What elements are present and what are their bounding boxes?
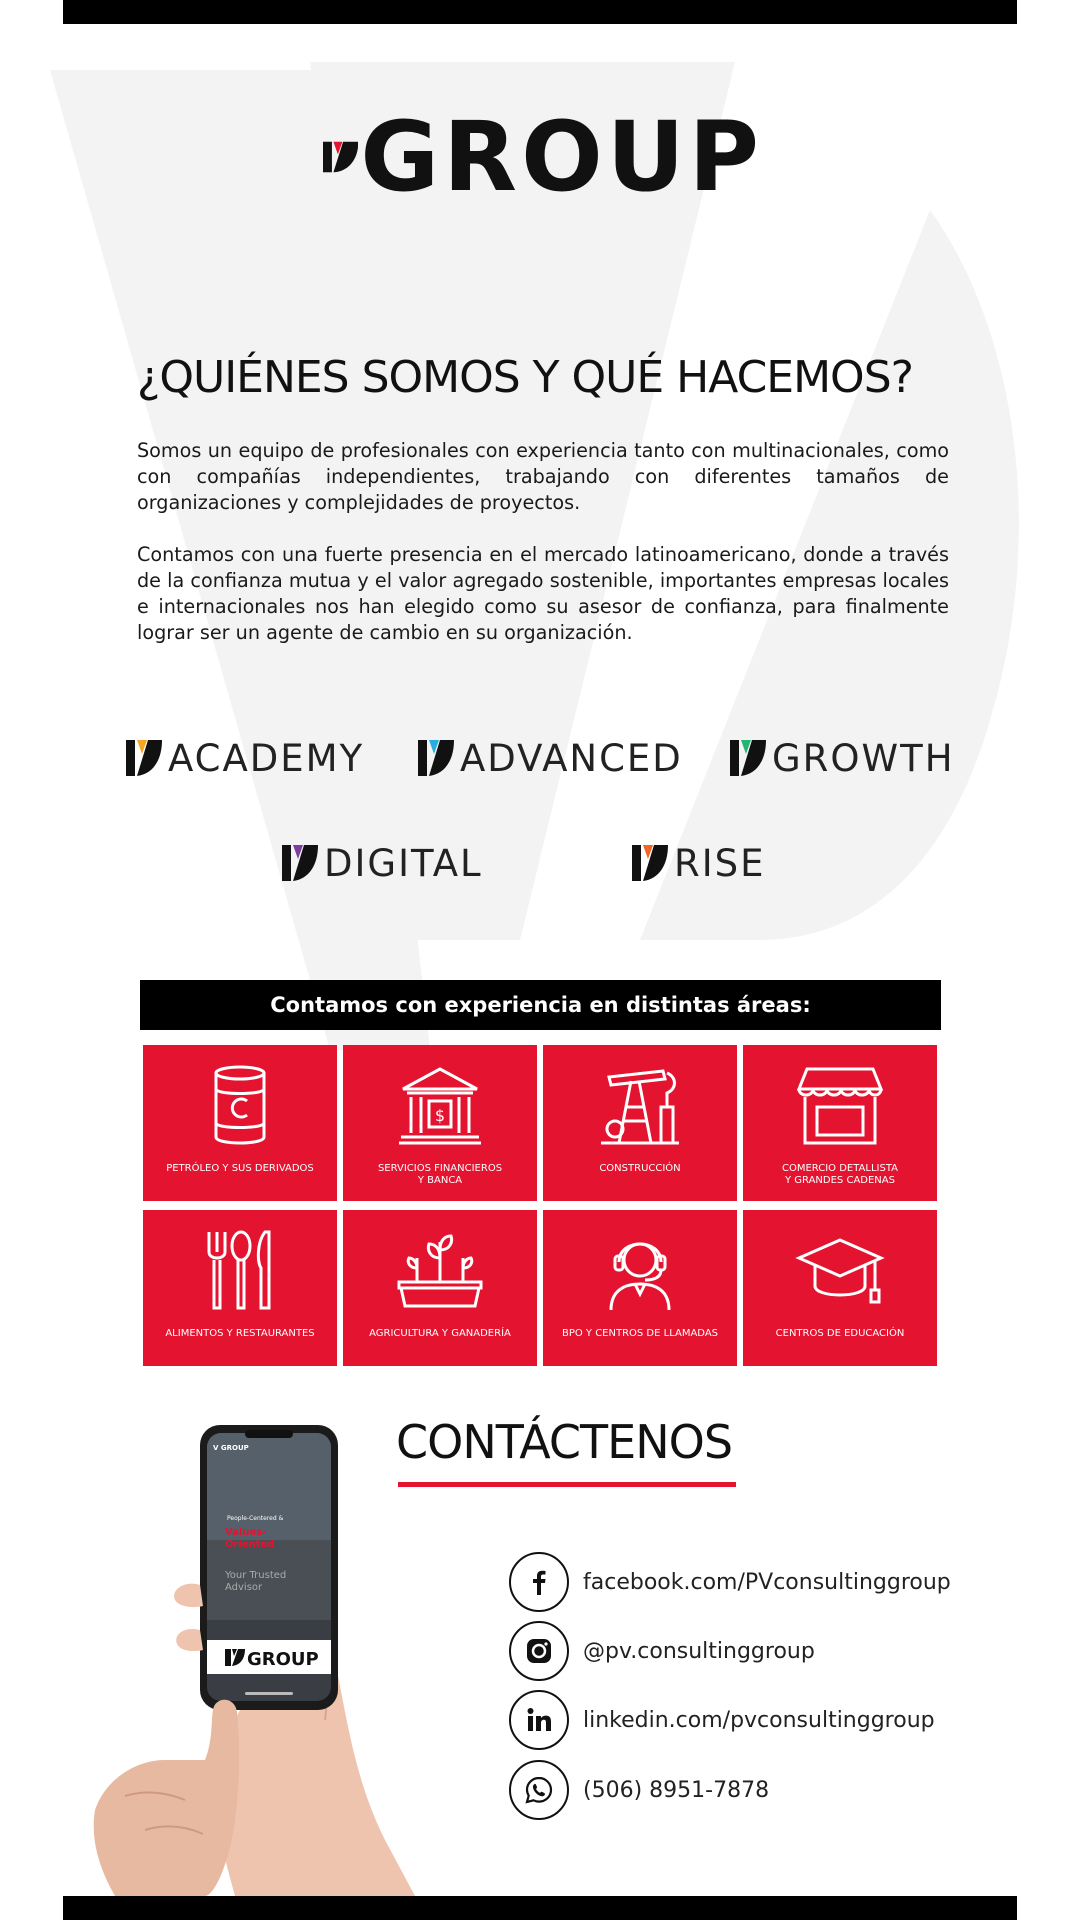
whatsapp-icon	[524, 1775, 554, 1805]
area-card-food	[143, 1210, 337, 1366]
bottom-black-bar	[63, 1896, 1017, 1920]
oil-barrel-icon	[195, 1063, 285, 1149]
area-label-oil: PETRÓLEO Y SUS DERIVADOS	[166, 1163, 314, 1174]
graduation-cap-icon	[795, 1228, 885, 1314]
instagram-icon-circle	[509, 1621, 569, 1681]
area-card-construction	[543, 1045, 737, 1201]
phone-slide-small: People-Centered &	[227, 1515, 284, 1522]
contact-instagram[interactable]	[509, 1621, 815, 1681]
phone-slide-grey-2: Advisor	[225, 1582, 263, 1593]
bank-icon	[395, 1063, 485, 1149]
linkedin-icon	[524, 1705, 554, 1735]
contact-title-underline	[398, 1482, 736, 1487]
facebook-link[interactable]: facebook.com/PVconsultinggroup	[583, 1569, 951, 1595]
area-label-construction: CONSTRUCCIÓN	[599, 1163, 681, 1174]
phone-hand-image	[85, 1420, 425, 1896]
cutlery-icon	[195, 1228, 285, 1314]
instagram-handle[interactable]: @pv.consultinggroup	[583, 1638, 815, 1664]
area-card-banking	[343, 1045, 537, 1201]
area-card-bpo	[543, 1210, 737, 1366]
area-card-agriculture	[343, 1210, 537, 1366]
brand-advanced	[418, 736, 683, 780]
plant-box-icon	[395, 1228, 485, 1314]
area-label-bpo: BPO Y CENTROS DE LLAMADAS	[561, 1328, 719, 1339]
contact-facebook[interactable]	[509, 1552, 951, 1612]
instagram-icon	[524, 1636, 554, 1666]
contact-title: CONTÁCTENOS	[396, 1415, 733, 1469]
pv-digital-mark-icon	[282, 845, 318, 881]
area-label-food: ALIMENTOS Y RESTAURANTES	[165, 1328, 315, 1339]
contact-linkedin[interactable]	[509, 1690, 935, 1750]
about-paragraph-1: Somos un equipo de profesionales con experiencia tanto con multinacionales, como con compañías independientes, trabajando con diferentes tamaños de organizaciones y complejidades de proyectos.	[137, 439, 949, 514]
svg-text:$: $	[434, 1106, 446, 1125]
pv-rise-mark-icon	[632, 845, 668, 881]
phone-hand-illustration	[85, 1420, 425, 1896]
pv-mark-icon	[323, 116, 358, 198]
area-label-agriculture: AGRICULTURA Y GANADERÍA	[369, 1328, 511, 1339]
pv-academy-mark-icon	[126, 740, 162, 776]
linkedin-link[interactable]: linkedin.com/pvconsultinggroup	[583, 1707, 935, 1733]
brand-growth	[730, 736, 955, 780]
phone-screen-logo: V GROUP	[213, 1444, 249, 1452]
pv-growth-mark-icon	[730, 740, 766, 776]
phone-slide-grey-1: Your Trusted	[225, 1570, 287, 1581]
area-label-retail: COMERCIO DETALLISTA Y GRANDES CADENAS	[781, 1163, 899, 1186]
facebook-icon-circle	[509, 1552, 569, 1612]
brand-academy	[126, 736, 364, 780]
linkedin-icon-circle	[509, 1690, 569, 1750]
brand-advanced-label: ADVANCED	[460, 736, 683, 780]
contact-whatsapp[interactable]	[509, 1760, 769, 1820]
phone-slide-red-1: Values-	[225, 1527, 267, 1538]
area-label-education: CENTROS DE EDUCACIÓN	[775, 1328, 905, 1339]
brand-growth-label: GROWTH	[772, 736, 955, 780]
brand-digital-label: DIGITAL	[324, 841, 483, 885]
headset-agent-icon	[595, 1228, 685, 1314]
pv-advanced-mark-icon	[418, 740, 454, 776]
area-card-retail	[743, 1045, 937, 1201]
phone-logo-word: GROUP	[247, 1649, 319, 1670]
whatsapp-icon-circle	[509, 1760, 569, 1820]
about-paragraph-2: Contamos con una fuerte presencia en el mercado latinoamericano, donde a través de la confianza mutua y el valor agregado sostenible, importantes empresas locales e internacionales nos han elegido como su asesor de confianza, para finalmente lograr ser un agente de cambio en su organización.	[137, 543, 949, 644]
facebook-icon	[524, 1567, 554, 1597]
brand-rise-label: RISE	[674, 841, 766, 885]
logo-wordmark: GROUP	[360, 101, 763, 213]
brand-rise	[632, 841, 766, 885]
area-card-oil	[143, 1045, 337, 1201]
phone-slide-red-2: Oriented	[225, 1539, 275, 1550]
brand-digital	[282, 841, 483, 885]
area-card-education	[743, 1210, 937, 1366]
pv-group-logo	[323, 101, 763, 213]
area-label-banking: SERVICIOS FINANCIEROS Y BANCA	[377, 1163, 503, 1186]
whatsapp-phone[interactable]: (506) 8951-7878	[583, 1777, 770, 1803]
areas-header: Contamos con experiencia en distintas áreas:	[140, 980, 941, 1030]
areas-grid	[143, 1045, 938, 1366]
storefront-icon	[795, 1063, 885, 1149]
about-heading: ¿QUIÉNES SOMOS Y QUÉ HACEMOS?	[137, 352, 913, 403]
brand-academy-label: ACADEMY	[168, 736, 365, 780]
oil-pump-icon	[595, 1063, 685, 1149]
